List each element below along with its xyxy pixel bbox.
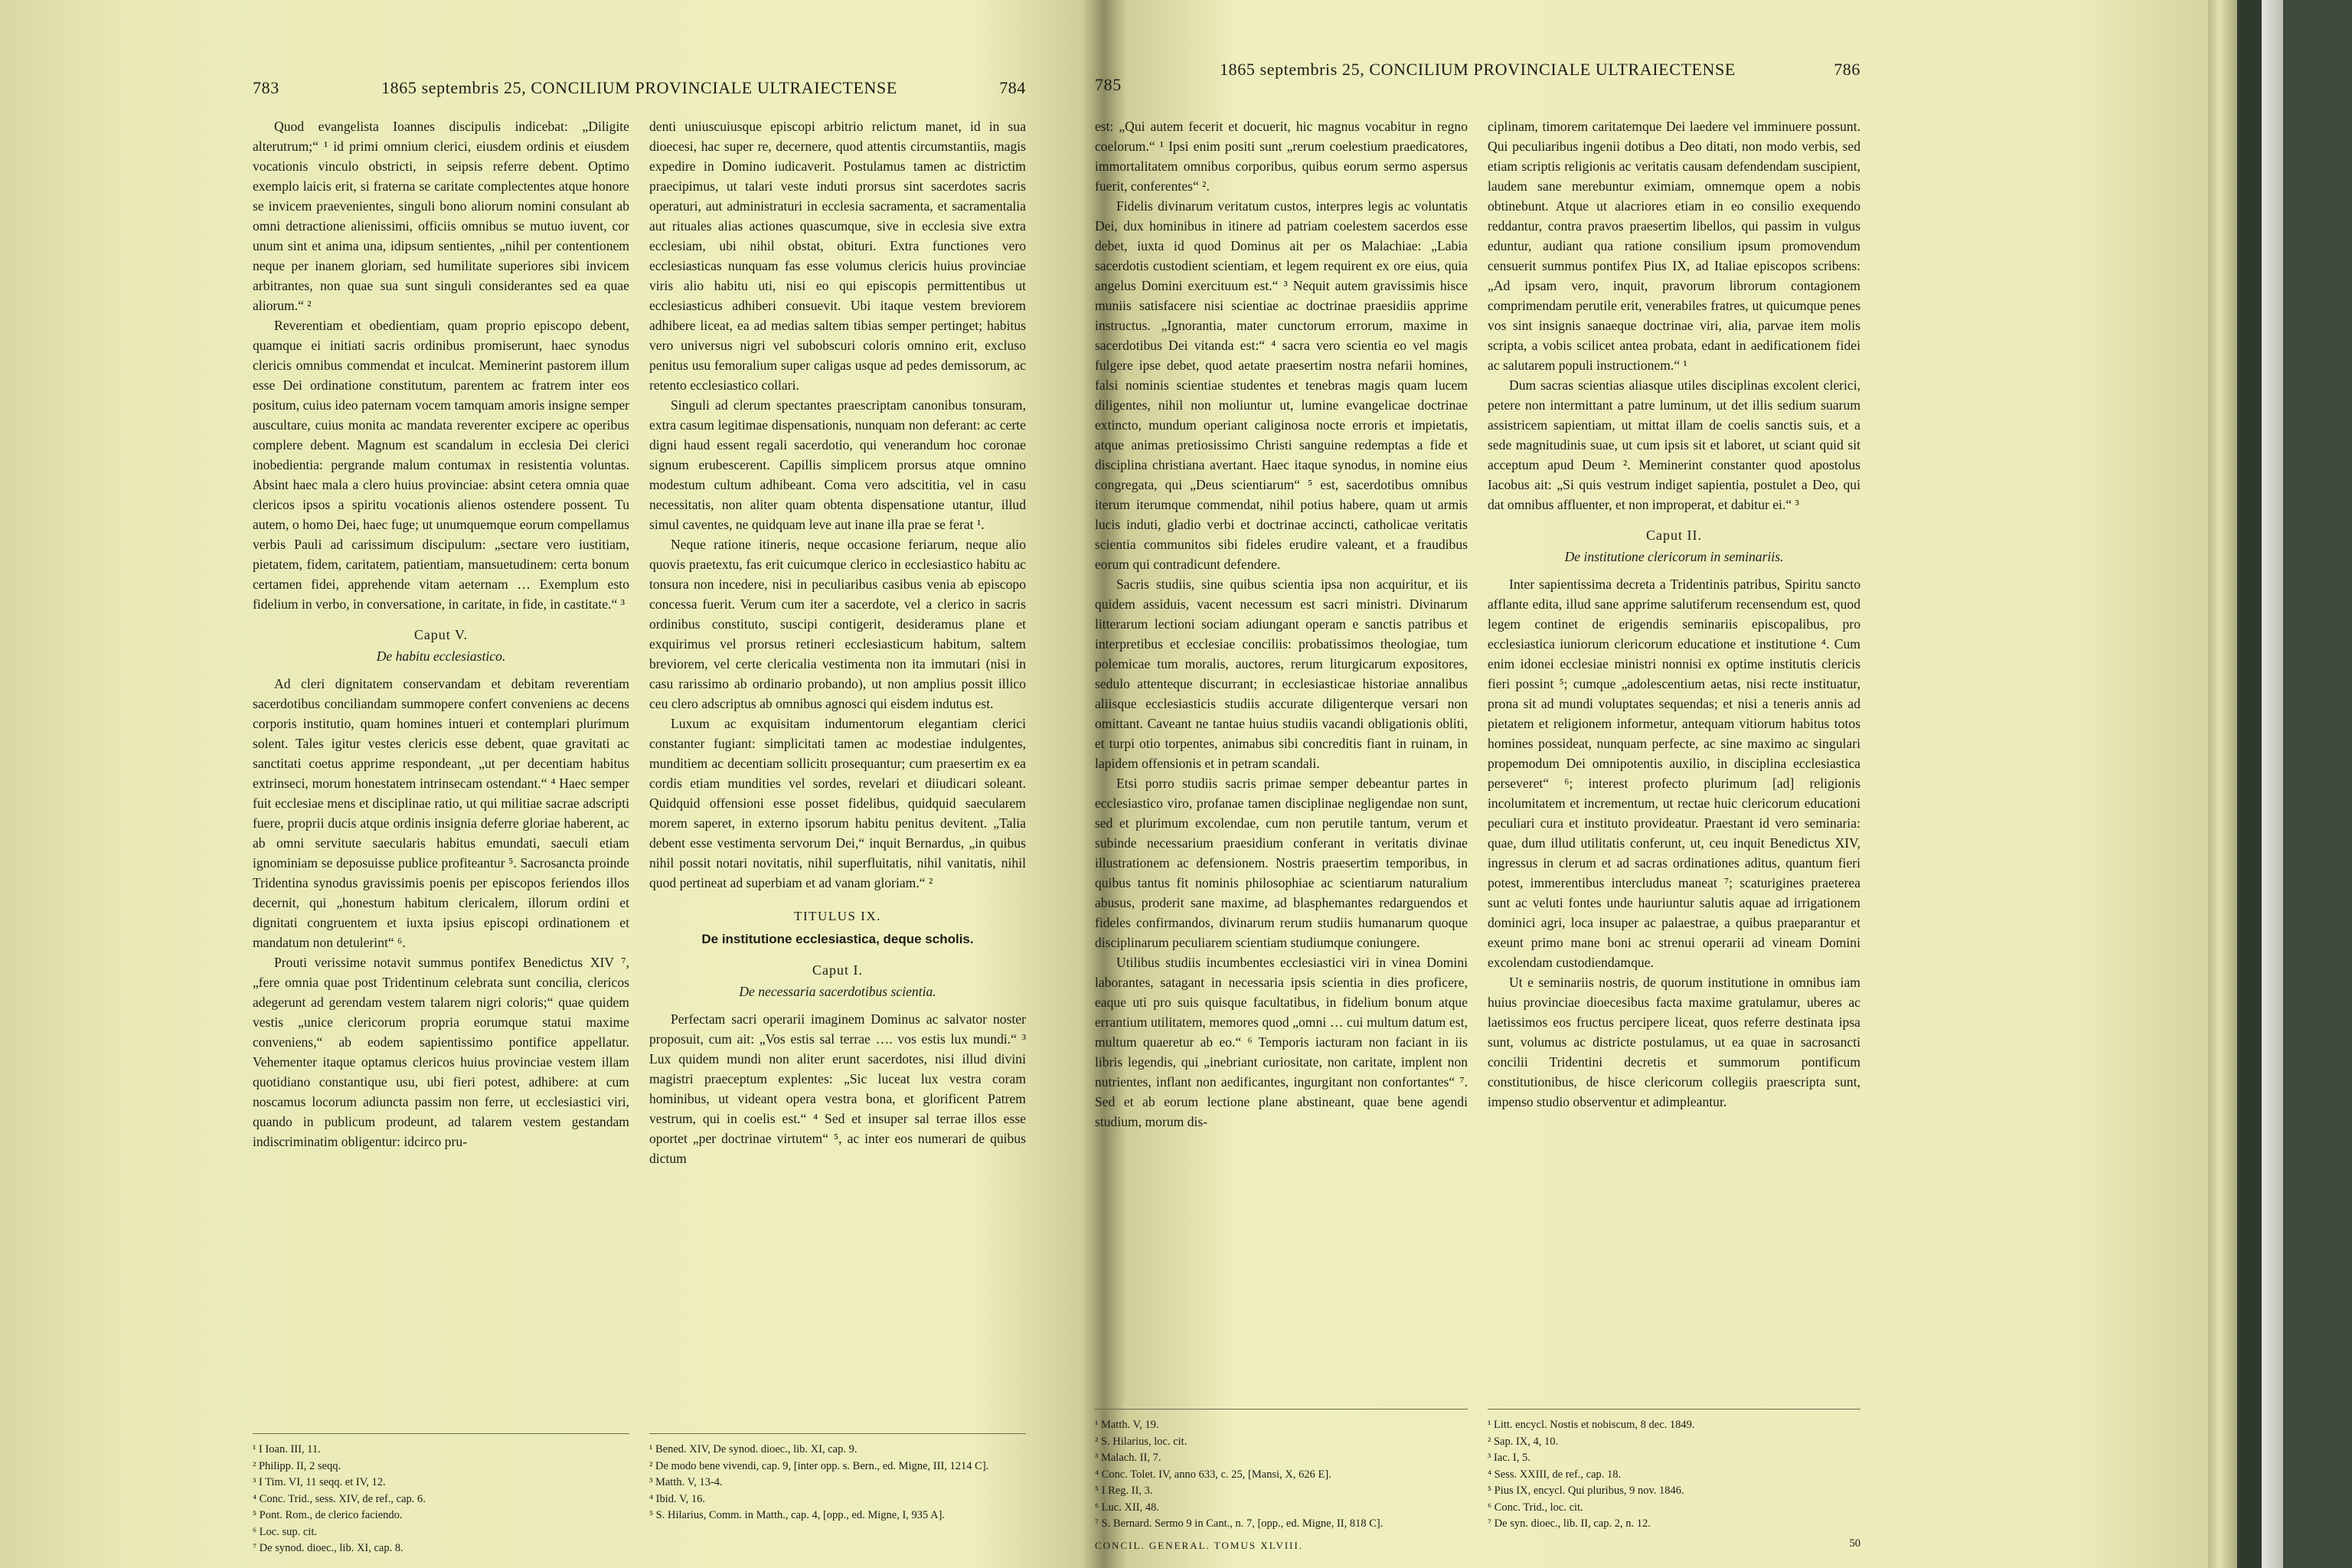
paragraph: Neque ratione itineris, neque occasione feriarum, neque alio quovis praetextu, fas erit cuicumque clerico in ecclesiastico habitu ac tonsura non incedere, nisi in peculiaribus casibus venia ab episcopo concessa fuerit. Verum cum iter a sacerdote, vel a clerico in sacris ordinibus constituto, suscipi contigerit, desideramus plane et exquirimus vel prorsus retineri ecclesiasticum habitum, saltem breviorem, vel certe clericalia vestimenta non ita immutari (nisi in casu rarissimo ab ordinario probando), ut non amplius possit illico ceu clero adscriptus ab omnibus agnosci qui eisdem indutus est.: [649, 537, 1026, 711]
footnote: ⁵ Pius IX, encycl. Qui pluribus, 9 nov. 1846.: [1488, 1485, 1684, 1497]
footnote: ³ Matth. V, 13-4.: [649, 1476, 723, 1488]
paragraph: Fidelis divinarum veritatum custos, interpres legis ac voluntatis Dei, dux hominibus in itinere ad patriam coelestem sacerdos esse debet, iuxta id quod Dominus ait per os Malachiae: „Labia sacerdotis custodient scientiam, et legem requirent ex ore eius, quia angelus Domini exercituum est.“ ³ Nequit autem gravissimis hisce muniis satisfacere nisi scientiae ac doctrinae praesidiis apprime instructus. „Ignorantia, mater cunctorum errorum, maxime in sacerdotibus Dei vitanda est:“ ⁴ sacra vero scientia eo vel magis fulgere ipse debet, quod aetate praesertim nostra nefarii homines, falsi nominis scientiae studentes et tenebras magis quam lucem diligentes, nihil non moliuntur ut, lumine evangelicae doctrinae extincto, mundum operiant caliginosa nocte erroris et impietatis, atque animas pretiosissimo Christi sanguine redemptas a fide et disciplina christiana avertant. Haec itaque synodus, in nomine eius congregata, qui „Deus scientiarum“ ⁵ est, sacerdotibus omnibus iterum iterumque commendat, nihil potius habere, quam ut armis lucis induti, gladio verbi et doctrinae accincti, catholicae veritatis scientia communitos sibi fideles erudire valeant, et a fraudibus eorum qui contradicunt defendere.: [1095, 198, 1468, 572]
chapter-heading: Caput V.: [413, 627, 469, 642]
page-number: 783: [253, 78, 279, 97]
paragraph: Singuli ad clerum spectantes praescriptam canonibus tonsuram, extra casum legitimae dispensationis, nunquam non deferant: ac certe digni haud essent regali sacerdotio, qui venerandum hoc coronae signum erubescerent. Capillis simplicem prorsus atque omnino modestum cultum adhibeant. Coma vero adscititia, vel in casu necessitatis, non aliter quam obtenta dispensatione utantur, illud simul caventes, ne quidquam leve aut inane illa prae se ferat ¹.: [649, 397, 1026, 532]
page-number: 784: [999, 78, 1026, 97]
signature-mark: 50: [1849, 1537, 1860, 1550]
titulus-heading: TITULUS IX.: [794, 909, 881, 923]
paragraph: Reverentiam et obedientiam, quam proprio episcopo debent, quamque ei initiati sacris ordinibus promiserunt, haec synodus clericis omnibus commendat et inculcat. Meminerint pastorem illum esse Dei ordinatione constitutum, parentem ac fratrem inter eos positum, cuius ideo paternam vocem tamquam amoris insigne semper auscultare, cuius monita ac mandata reverenter excipere ac operibus complere debent. Magnum est scandalum in ecclesia Dei clerici inobedientia: pergrande malum contumax in resistentia voluntas. Absint haec mala a clero huius provinciae: absint cetera omnia quae clericos ipsos a spiritu vocationis alienos ostendere possent. Tu autem, o homo Dei, haec fuge; ut unumquemque eorum compellamus verbis Pauli ad carissimum discipulum: „sectare vero iustitiam, pietatem, fidem, caritatem, patientiam, mansuetudinem: certa bonum certamen fidei, apprehende vitam aeternam … Exemplum esto fidelium in verbo, in conversatione, in caritate, in fide, in castitate.“ ³: [253, 318, 629, 612]
paragraph: Inter sapientissima decreta a Tridentinis patribus, Spiritu sancto afflante edita, illud sane apprime salutiferum recensendum est, quod legem continet de erigendis seminariis episcopalibus, pro ecclesiastica iuniorum clericorum educatione et institutione ⁴. Cum enim idonei ecclesiae ministri nonnisi ex optime institutis clericis fieri possint ⁵; cumque „adolescentium aetas, nisi recte instituatur, prona sit ad mundi voluptates sequendas; et nisi a teneris annis ad pietatem et religionem informetur, antequam vitiorum habitus totos homines possideat, nunquam perfecte, ac sine maximo ac singulari propemodum Dei omnipotentis auxilio, in disciplina ecclesiastica perseveret“ ⁶; interest profecto plurimum [ad] religionis incolumitatem et incrementum, ut rectae huic clericorum educationi peculiari cura et instituto provideatur. Praestant id vero seminaria: quae, dum illud utilitatis conferunt, ut, ceu inquit Benedictus XIV, ingressus in clerum et ad sacras ordinationes aditus, quantum fieri potest, immerentibus intercludus maneat ⁷; scaturigines praeterea sunt ac veluti fontes unde hauriuntur salutis aquae ad irrigationem dominici agri, loca insuper ac palaestrae, a quibus praeparantur et exeunt primo mane boni ac strenui operarii ad vineam Domini excolendam custodiendamque.: [1488, 577, 1860, 970]
footnote: ⁴ Conc. Trid., sess. XIV, de ref., cap. 6.: [253, 1492, 426, 1505]
footnote: ⁶ Loc. sup. cit.: [253, 1525, 317, 1538]
paragraph: Prouti verissime notavit summus pontifex Benedictus XIV ⁷, „fere omnia quae post Tridentinum celebrata sunt concilia, clericos adegerunt ad gerendam vestem talarem nigri coloris;“ quae quidem vestis „unice clericorum propria eorumque statui maxime conveniens,“ ab eodem sapientissimo pontifice appellatur. Vehementer itaque optamus clericos huius provinciae vestem illam quotidiano constantique usu, ubi fieri potest, adhibere: at cum noscamus locorum adiuncta passim non ferre, ut ecclesiastici viri, quando in publicum prodeunt, ad talarem vestem gestandam indiscriminatim obligentur: idcirco pru-: [253, 955, 629, 1149]
footnote: ⁷ De syn. dioec., lib. II, cap. 2, n. 12.: [1488, 1517, 1651, 1530]
running-header: [1095, 60, 1860, 94]
text-column: [1095, 116, 1468, 1132]
footnote: ⁷ S. Bernard. Sermo 9 in Cant., n. 7, [opp., ed. Migne, II, 818 C].: [1095, 1517, 1383, 1530]
page-edges: [2208, 0, 2237, 1568]
footnote: ⁶ Conc. Trid., loc. cit.: [1488, 1501, 1583, 1514]
footnote: ³ Iac. I, 5.: [1488, 1452, 1530, 1464]
footnote: ² De modo bene vivendi, cap. 9, [inter opp. s. Bern., ed. Migne, III, 1214 C].: [649, 1459, 989, 1472]
footnote: ⁴ Conc. Tolet. IV, anno 633, c. 25, [Mansi, X, 626 E].: [1095, 1468, 1331, 1481]
running-title: 1865 septembris 25, CONCILIUM PROVINCIALE ULTRAIECTENSE: [381, 78, 897, 97]
background-surface: [2283, 0, 2352, 1568]
text-column: [649, 116, 1026, 1168]
paragraph: Ad cleri dignitatem conservandam et debitam reverentiam sacerdotibus conciliandam summopere confert conveniens ac decens corporis institutio, quam homines intueri et contemplari plurimum solent. Tales igitur vestes clericis esse debent, quae gravitati ac sanctitati coetus apprime respondeant, „ut per decentiam habitus extrinseci, morum honestatem intrinsecam ostendant.“ ⁴ Haec semper fuit ecclesiae mens et disciplinae ratio, ut qui militiae sacrae adscripti fuere, proprii ducis atque ordinis insignia deferre gloriae haberent, ac ab omni servitute saecularis habitus emundati, saeculi etiam ignominiam se deposuisse publice profiteantur ⁵. Sacrosancta proinde Tridentina synodus gravissimis poenis per episcopos feriendos illos decernit, qui „honestum habitum clericalem, illorum ordini et dignitati congruentem et iuxta ipsius episcopi ordinationem et mandatum non detulerint“ ⁶.: [253, 676, 629, 950]
footnotes: [1095, 1409, 1860, 1553]
footnotes: [253, 1433, 1026, 1557]
running-header: [253, 78, 1026, 101]
paragraph: Sacris studiis, sine quibus scientia ipsa non acquiritur, et iis quidem assiduis, vacent necessum est sacri ministri. Divinarum litterarum lectioni sociam adiungant operam e sanctis patribus et interpretibus et ecclesiae conciliis: probatissimos theologiae, tum polemicae tum moralis, auctores, rerum liturgicarum expositores, sedulo attenteque discurrant; in ecclesiasticae historiae annalibus aliisque ecclesiasticis studiis accurate diligenterque versari non omittant. Caveant ne tantae huius studiis vacandi obligationis obliti, et turpi otio torpentes, animabus sibi concreditis fiant in ruinam, in lapidem offensionis et in petram scandali.: [1095, 577, 1468, 771]
footnote: ⁵ I Reg. II, 3.: [1095, 1485, 1153, 1497]
paragraph: Perfectam sacri operarii imaginem Dominus ac salvator noster proposuit, cum ait: „Vos estis sal terrae …. vos estis lux mundi.“ ³ Lux quidem mundi non aliter erunt sacerdotes, nisi illud divini magistri praeceptum explentes: „Sic luceat lux vestra coram hominibus, ut videant opera vestra bona, et glorificent Patrem vestrum, qui in coelis est.“ ⁴ Sed et insuper sal terrae illos esse oportet „per doctrinae virtutem“ ⁵, ac inter eos numerari de quibus dictum: [649, 1011, 1026, 1166]
paragraph: ciplinam, timorem caritatemque Dei laedere vel imminuere possunt. Qui peculiaribus ingenii dotibus a Deo ditati, non modo verbis, sed etiam scriptis religionis ac veritatis causam defendendam suscipient, laudem sane merebuntur eximiam, omnemque opem a nobis obtinebunt. Atque ut alacriores etiam in eo consilio exequendo reddantur, contra pravos praesertim libellos, qui passim in vulgus eduntur, audiant qua ratione consilium ipsum promovendum censuerit summus pontifex Pius IX, ad Italiae episcopos scribens: „Ad ipsam vero, inquit, pravorum librorum contagionem comprimendam perutile erit, venerabiles fratres, ut quicumque penes vos sint insignis sanaeque doctrinae viri, alia, parvae item molis scripta, a vobis scilicet antea probata, edant in aedificationem fidei ac salutarem populi instructionem.“ ¹: [1488, 119, 1860, 373]
footnote: ⁴ Ibid. V, 16.: [649, 1492, 706, 1505]
paragraph: Quod evangelista Ioannes discipulis indicebat: „Diligite alterutrum;“ ¹ id primi omnium clerici, eiusdem ordinis et eiusdem vocationis vinculo obstricti, in seipsis referre debent. Optimo exemplo laicis erit, si fraterna se caritate complectentes atque honore se invicem praevenientes, singuli bono aliorum nomini consulant ab omni detractione alienissimi, officiis omnibus se mutuo iuvent, cor unum sint et anima una, idipsum sentientes, „nihil per contentionem neque per inanem gloriam, sed humilitate superiores sibi invicem arbitrantes, non quae sua sunt singuli considerantes sed ea quae aliorum.“ ²: [253, 119, 629, 313]
paragraph: Etsi porro studiis sacris primae semper debeantur partes in ecclesiastico viro, profanae tamen disciplinae negligendae non sunt, sed et plurimum excolendae, cum non perutile tantum, verum et subinde necessarium praesidium conferant in veritatis divinae illustrationem ac defensionem. Nostris praesertim temporibus, in quibus tantus fit nominis philosophiae ac scientiarum naturalium abusus, proderit sane maxime, ad blasphemantes redarguendos et fideles confirmandos, divinarum rerum studiis humanarum quoque disciplinarum peculiarem scientiam studiumque coniungere.: [1095, 776, 1468, 950]
footnote: ¹ I Ioan. III, 11.: [253, 1443, 321, 1455]
footnote: ² S. Hilarius, loc. cit.: [1095, 1435, 1187, 1448]
footnote: ⁶ Luc. XII, 48.: [1095, 1501, 1159, 1514]
volume-line: CONCIL. GENERAL. TOMUS XLVIII.: [1095, 1539, 1304, 1551]
paragraph: est: „Qui autem fecerit et docuerit, hic magnus vocabitur in regno coelorum.“ ¹ Ipsi enim positi sunt „rerum coelestium praedicatores, immortalitatem omnibus corporibus, quibus eorum sermo aspersus fuerit, conferentes“ ².: [1095, 119, 1468, 194]
page-number: 785: [1095, 75, 1122, 94]
footnote: ³ I Tim. VI, 11 seqq. et IV, 12.: [253, 1476, 386, 1488]
chapter-subtitle: De institutione clericorum in seminariis.: [1564, 549, 1784, 564]
footnote: ³ Malach. II, 7.: [1095, 1452, 1161, 1464]
footnote: ¹ Matth. V, 19.: [1095, 1419, 1159, 1431]
footnote: ¹ Litt. encycl. Nostis et nobiscum, 8 dec. 1849.: [1488, 1419, 1695, 1431]
footnote: ¹ Bened. XIV, De synod. dioec., lib. XI, cap. 9.: [649, 1443, 858, 1455]
footnote: ² Philipp. II, 2 seqq.: [253, 1459, 341, 1472]
footnote: ⁵ S. Hilarius, Comm. in Matth., cap. 4, [opp., ed. Migne, I, 935 A].: [649, 1509, 946, 1521]
footnote: ⁴ Sess. XXIII, de ref., cap. 18.: [1488, 1468, 1622, 1481]
chapter-heading: Caput II.: [1646, 528, 1702, 543]
paragraph: Utilibus studiis incumbentes ecclesiastici viri in vinea Domini laborantes, satagant in necessaria ipsis scientia in dies proficere, eaque uti pro suis quisque facultatibus, in fidelium bonum atque errantium utilitatem, memores quod „omni … cui multum datum est, multum quaeretur ab eo.“ ⁶ Temporis iacturam non faciant in iis libris legendis, qui „inebriant curiositate, non caritate, implent non nutrientes, inflant non aedificantes, ingurgitant non confortantes“ ⁷. Sed et ab eorum lectione plane abstineant, quae bene agendi studium, morum dis-: [1095, 955, 1468, 1129]
footnote: ⁵ Pont. Rom., de clerico faciendo.: [253, 1509, 403, 1521]
left-page: [253, 46, 1026, 1554]
titulus-subtitle: De institutione ecclesiastica, deque scholis.: [701, 932, 974, 946]
running-title: 1865 septembris 25, CONCILIUM PROVINCIALE ULTRAIECTENSE: [1220, 60, 1736, 79]
page-number: 786: [1834, 60, 1860, 79]
paragraph: Dum sacras scientias aliasque utiles disciplinas excolent clerici, petere non intermittant a patre luminum, ut det illis sedium suarum assistricem sapientiam, ut mittat illam de coelis sanctis suis, et a sede magnitudinis suae, ut cum ipsis sit et laboret, ut sciant quid sit acceptum apud Deum ². Meminerint constanter quod apostolus Iacobus ait: „Si quis vestrum indiget sapientia, postulet a Deo, qui dat omnibus affluenter, et non improperat, et dabitur ei.“ ³: [1488, 377, 1860, 512]
paragraph: denti uniuscuiusque episcopi arbitrio relictum manet, id in sua dioecesi, hac super re, decernere, quod attentis circumstantiis, magis expedire in Domino iudicaverit. Postulamus tamen ac districtim praecipimus, ut talari veste induti prorsus sint sacerdotes sacris operaturi, aut administraturi in ecclesia sacramenta, et sacramentalia aut rituales alias actiones quascumque, sive in ecclesia sive extra ecclesiam, ubi nihil obstat, obituri. Extra functiones vero ecclesiasticas nunquam fas esse volumus clericis huius provinciae viris alio habitu uti, nisi eo qui episcopis permittentibus ut ecclesiasticus adhiberi consuevit. Ubi itaque vestem breviorem adhibere liceat, ea ad medias saltem tibias semper pertinget; habitus vero universus nigri vel subobscuri coloris omnino erit, excluso penitus usu femoralium super caligas usque ad pedes demissorum, ac retento ecclesiastico collari.: [649, 119, 1026, 393]
book-cover-edge: [2237, 0, 2262, 1568]
paragraph: Luxum ac exquisitam indumentorum elegantiam clerici constanter fugiant: simplicitati tamen ac modestiae indulgentes, munditiem ac decentiam sollicitι prosequantur; cum praesertim ex ea cordis etiam munditiеs vel sordes, revelari et diiudicari soleant. Quidquid offensioni esse posset fidelibus, quidquid saecularem morem saperet, in externo ipsorum habitu penitus devitent. „Talia debent esse vestimenta servorum Dei,“ inquit Bernardus, „in quibus nihil possit notari novitatis, nihil superfluitatis, nihil vanitatis, nihil quod pertineat ad superbiam et ad vanam gloriam.“ ²: [649, 716, 1026, 890]
chapter-subtitle: De necessaria sacerdotibus scientia.: [739, 984, 936, 999]
right-page: [1095, 46, 1860, 1551]
paper-strip: [2262, 0, 2283, 1568]
chapter-heading: Caput I.: [812, 962, 863, 978]
footnote: ² Sap. IX, 4, 10.: [1488, 1435, 1559, 1448]
paragraph: Ut e seminariis nostris, de quorum institutione in omnibus iam huius provinciae dioecesibus facta maxime gratulamur, uberes ac laetissimos eos fructus percipere liceat, quos referre destinata ipsa sunt, volumus ac districte postulamus, ut ea quae in sacrosancti concilii Tridentini decretis et summorum pontificum constitutionibus, de hisce clericorum collegiis praescripta sunt, impenso studio observentur et adimpleantur.: [1488, 975, 1860, 1109]
footnote: ⁷ De synod. dioec., lib. XI, cap. 8.: [253, 1542, 403, 1554]
text-column: [253, 116, 629, 1168]
text-column: [1488, 116, 1860, 1132]
chapter-subtitle: De habitu ecclesiastico.: [376, 648, 506, 664]
